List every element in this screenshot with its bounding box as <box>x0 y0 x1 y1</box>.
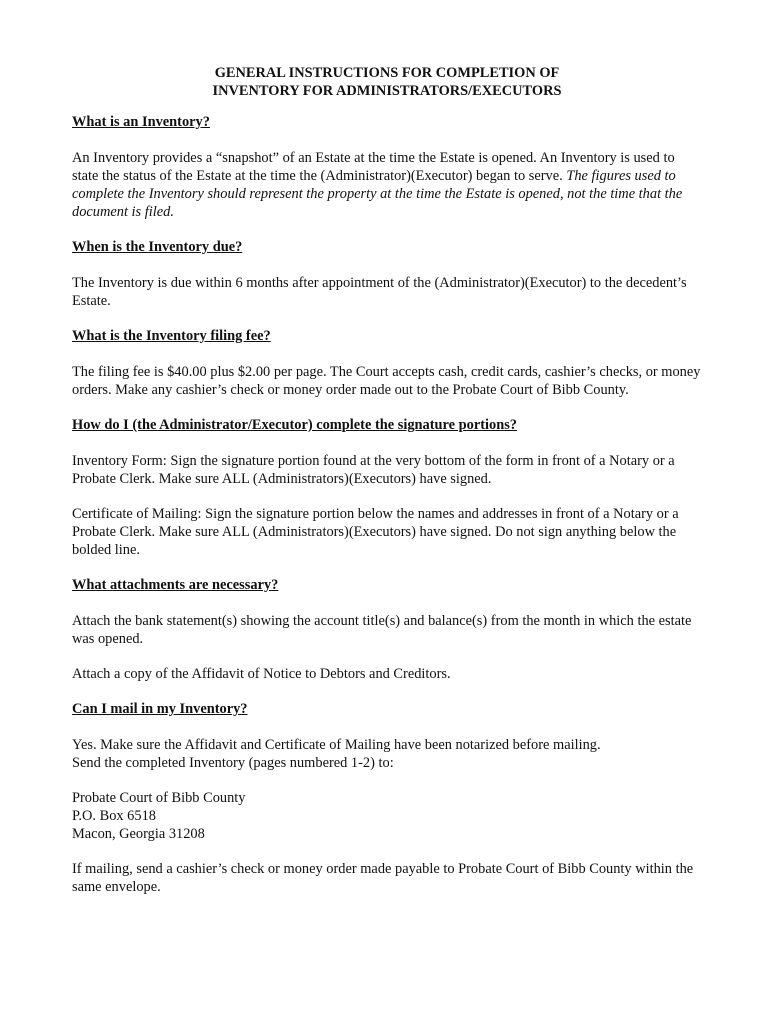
paragraph-when-due: The Inventory is due within 6 months after appointment of the (Administrator)(Executor) to the decedent’s Estate. <box>72 275 687 309</box>
heading-filing-fee: What is the Inventory filing fee? <box>72 328 271 344</box>
address-line-3: Macon, Georgia 31208 <box>72 826 205 842</box>
paragraph-mail-closing: If mailing, send a cashier’s check or money order made payable to Probate Court of Bibb County within the same envelope. <box>72 861 694 895</box>
title-line-2: INVENTORY FOR ADMINISTRATORS/EXECUTORS <box>212 83 562 99</box>
paragraph-what-is-inventory <box>72 149 702 221</box>
address-line-2: P.O. Box 6518 <box>72 808 156 824</box>
title-line-1: GENERAL INSTRUCTIONS FOR COMPLETION OF <box>214 65 560 81</box>
paragraph-mail <box>72 736 702 772</box>
paragraph-filing-fee: The filing fee is $40.00 plus $2.00 per page. The Court accepts cash, credit cards, cashier’s checks, or money orders. Make any cashier’s check or money order made out to the Probate Court of Bibb County. <box>72 364 701 398</box>
heading-mail: Can I mail in my Inventory? <box>72 701 248 717</box>
heading-attachments: What attachments are necessary? <box>72 577 279 593</box>
mail-line-2: Send the completed Inventory (pages numbered 1-2) to: <box>72 755 394 771</box>
what-is-body-italic: The figures used to complete the Inventory should represent the property at the time the Estate is opened, not the time that the document is filed. <box>72 168 683 220</box>
document-title <box>72 64 702 100</box>
heading-what-is-inventory: What is an Inventory? <box>72 114 210 130</box>
heading-when-due: When is the Inventory due? <box>72 239 243 255</box>
document-page <box>72 64 702 913</box>
paragraph-bank-statement: Attach the bank statement(s) showing the account title(s) and balance(s) from the month in which the estate was opened. <box>72 613 692 647</box>
heading-signature: How do I (the Administrator/Executor) complete the signature portions? <box>72 417 518 433</box>
paragraph-certificate-mailing: Certificate of Mailing: Sign the signature portion below the names and addresses in front of a Notary or a Probate Clerk. Make sure ALL (Administrators)(Executors) have signed. Do not sign anything below the bolded line. <box>72 506 679 558</box>
address-line-1: Probate Court of Bibb County <box>72 790 246 806</box>
mail-line-1: Yes. Make sure the Affidavit and Certificate of Mailing have been notarized before mailing. <box>72 737 601 753</box>
paragraph-inventory-form: Inventory Form: Sign the signature portion found at the very bottom of the form in front of a Notary or a Probate Clerk. Make sure ALL (Administrators)(Executors) have signed. <box>72 453 675 487</box>
mailing-address <box>72 789 702 843</box>
what-is-body: An Inventory provides a “snapshot” of an Estate at the time the Estate is opened. An Inventory is used to state the status of the Estate at the time the (Administrator)(Executor) began to serve. <box>72 150 675 184</box>
paragraph-affidavit: Attach a copy of the Affidavit of Notice to Debtors and Creditors. <box>72 666 451 682</box>
